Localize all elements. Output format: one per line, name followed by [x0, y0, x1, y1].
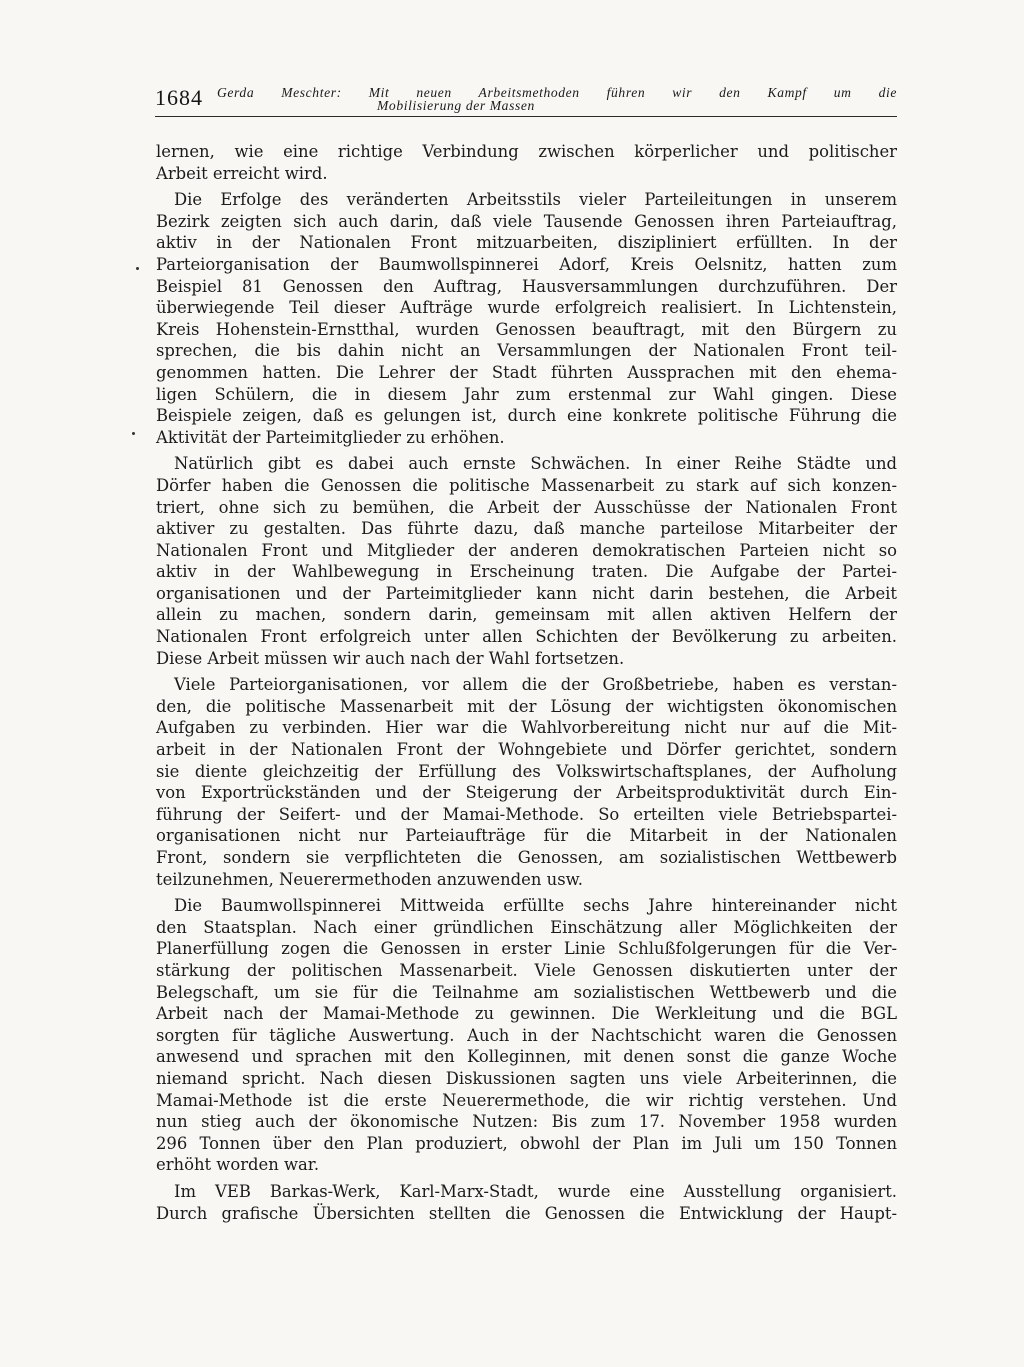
running-title-line-2: Mobilisierung der Massen: [377, 98, 535, 113]
paragraph: [156, 141, 897, 184]
text-line: Nationalen Front und Mitglieder der anderen demokratischen Parteien nicht so: [156, 540, 897, 560]
text-line: Arbeit nach der Mamai-Methode zu gewinnen. Die Werkleitung und die BGL: [156, 1004, 897, 1024]
text-line: aktiver zu gestalten. Das führte dazu, daß manche parteilose Mitarbeiter der: [156, 519, 897, 539]
text-line: Kreis Hohenstein-Ernstthal, wurden Genossen beauftragt, mit den Bürgern zu: [156, 319, 897, 339]
text-line: organisationen und der Parteimitglieder kann nicht darin bestehen, die Arbeit: [156, 583, 897, 603]
text-line: sprechen, die bis dahin nicht an Versammlungen der Nationalen Front teil-: [156, 341, 897, 361]
text-line: allein zu machen, sondern darin, gemeinsam mit allen aktiven Helfern der: [156, 605, 897, 625]
text-line: Aufgaben zu verbinden. Hier war die Wahlvorbereitung nicht nur auf die Mit-: [156, 718, 897, 738]
text-line: niemand spricht. Nach diesen Diskussionen sagten uns viele Arbeiterinnen, die: [156, 1068, 897, 1088]
text-line: aktiv in der Nationalen Front mitzuarbeiten, diszipliniert erfüllten. In der: [156, 233, 897, 253]
text-line: teilzunehmen, Neuerermethoden anzuwenden usw.: [156, 869, 583, 889]
paragraph: [156, 895, 897, 1176]
text-line: sie diente gleichzeitig der Erfüllung des Volkswirtschaftsplanes, der Aufholung: [156, 761, 897, 781]
text-line: Im VEB Barkas-Werk, Karl-Marx-Stadt, wurde eine Ausstellung organisiert.: [174, 1181, 897, 1201]
page-number: 1684: [155, 85, 203, 110]
text-line: führung der Seifert- und der Mamai-Methode. So erteilten viele Betriebspartei-: [156, 804, 897, 824]
text-line: lernen, wie eine richtige Verbindung zwischen körperlicher und politischer: [156, 142, 897, 161]
text-line: Beispiel 81 Genossen den Auftrag, Hausversammlungen durchzuführen. Der: [156, 276, 897, 296]
paragraph: [156, 453, 897, 669]
text-line: Front, sondern sie verpflichteten die Genossen, am sozialistischen Wettbewerb: [156, 848, 897, 867]
text-line: den, die politische Massenarbeit mit der Lösung der wichtigsten ökonomischen: [156, 696, 897, 716]
text-line: sorgten für tägliche Auswertung. Auch in der Nachtschicht waren die Genossen: [156, 1025, 897, 1045]
text-line: genommen hatten. Die Lehrer der Stadt führten Aussprachen mit den ehema-: [156, 362, 897, 382]
margin-mark: [132, 432, 135, 435]
text-line: Diese Arbeit müssen wir auch nach der Wahl fortsetzen.: [156, 648, 625, 668]
text-line: anwesend und sprachen mit den Kolleginnen, mit denen sonst die ganze Woche: [156, 1047, 897, 1067]
paragraph: [156, 674, 897, 890]
text-line: Nationalen Front erfolgreich unter allen Schichten der Bevölkerung zu arbeiten.: [156, 627, 897, 647]
text-line: arbeit in der Nationalen Front der Wohngebiete und Dörfer gerichtet, sondern: [156, 740, 897, 760]
text-line: organisationen nicht nur Parteiaufträge für die Mitarbeit in der Nationalen: [156, 826, 897, 846]
text-line: ligen Schülern, die in diesem Jahr zum erstenmal zur Wahl gingen. Diese: [156, 384, 897, 404]
text-line: überwiegende Teil dieser Aufträge wurde erfolgreich realisiert. In Lichtenstein,: [156, 298, 897, 318]
text-line: Durch grafische Übersichten stellten die Genossen die Entwicklung der Haupt-: [156, 1203, 897, 1223]
text-line: nun stieg auch der ökonomische Nutzen: Bis zum 17. November 1958 wurden: [156, 1112, 897, 1132]
running-title-line-1: Gerda Meschter: Mit neuen Arbeitsmethoden führen wir den Kampf um die: [217, 85, 897, 100]
text-line: den Staatsplan. Nach einer gründlichen Einschätzung aller Möglichkeiten der: [156, 917, 897, 937]
text-line: Belegschaft, um sie für die Teilnahme am sozialistischen Wettbewerb und die: [156, 982, 897, 1002]
text-line: Die Baumwollspinnerei Mittweida erfüllte sechs Jahre hintereinander nicht: [174, 896, 897, 916]
text-line: stärkung der politischen Massenarbeit. Viele Genossen diskutierten unter der: [156, 960, 897, 980]
running-title: [217, 86, 897, 112]
text-line: Bezirk zeigten sich auch darin, daß viele Tausende Genossen ihren Parteiauftrag,: [156, 211, 897, 231]
body-text: [156, 141, 897, 1229]
page-header: [155, 84, 897, 117]
text-line: Mamai-Methode ist die erste Neuerermethode, die wir richtig verstehen. Und: [156, 1090, 897, 1110]
text-line: triert, ohne sich zu bemühen, die Arbeit der Ausschüsse der Nationalen Front: [156, 497, 897, 517]
text-line: 296 Tonnen über den Plan produziert, obwohl der Plan im Juli um 150 Tonnen: [156, 1133, 897, 1153]
text-line: Parteiorganisation der Baumwollspinnerei Adorf, Kreis Oelsnitz, hatten zum: [156, 254, 897, 274]
text-line: aktiv in der Wahlbewegung in Erscheinung traten. Die Aufgabe der Partei-: [156, 562, 897, 582]
text-line: Arbeit erreicht wird.: [156, 163, 328, 183]
text-line: Dörfer haben die Genossen die politische Massenarbeit zu stark auf sich konzen-: [156, 475, 897, 495]
text-line: Beispiele zeigen, daß es gelungen ist, durch eine konkrete politische Führung die: [156, 406, 897, 426]
paragraph: [156, 189, 897, 448]
text-line: erhöht worden war.: [156, 1155, 320, 1175]
text-line: Die Erfolge des veränderten Arbeitsstils vieler Parteileitungen in unserem: [174, 190, 897, 210]
text-line: Viele Parteiorganisationen, vor allem die der Großbetriebe, haben es verstan-: [174, 675, 897, 695]
text-line: von Exportrückständen und der Steigerung der Arbeitsproduktivität durch Ein-: [156, 783, 897, 803]
text-line: Planerfüllung zogen die Genossen in erster Linie Schlußfolgerungen für die Ver-: [156, 939, 897, 959]
text-line: Natürlich gibt es dabei auch ernste Schwächen. In einer Reihe Städte und: [174, 454, 897, 474]
paragraph: [156, 1181, 897, 1224]
margin-mark: [136, 267, 139, 270]
text-line: Aktivität der Parteimitglieder zu erhöhen.: [156, 427, 505, 447]
